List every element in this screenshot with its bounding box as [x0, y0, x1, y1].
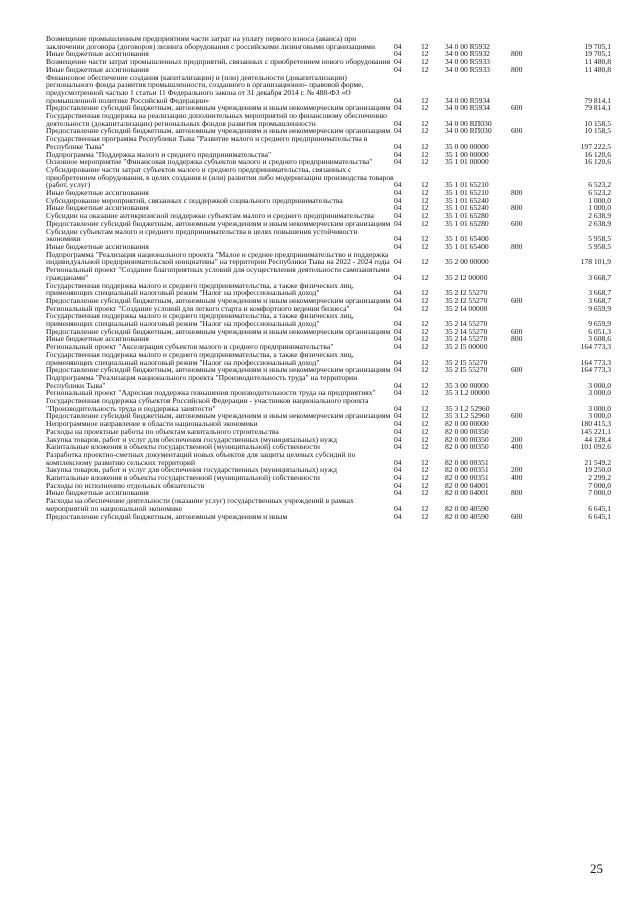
- row-name: Предоставление субсидий бюджетным, автономным учреждениям и иным некоммерческим организациям: [46, 326, 391, 336]
- row-section: 04: [394, 188, 402, 198]
- row-section: 04: [394, 403, 402, 413]
- row-target-article: 82 0 00 40590: [445, 503, 489, 513]
- row-section: 04: [394, 303, 402, 313]
- table-row: [0, 251, 611, 266]
- row-target-article: 35 3 00 00000: [445, 380, 489, 390]
- table-row: [0, 513, 611, 521]
- row-subsection: 12: [421, 218, 429, 228]
- row-expense-type: 600: [511, 411, 523, 421]
- row-expense-type: 800: [511, 64, 523, 74]
- row-name: Государственная программа Республики Тыва "Развитие малого и среднего предпринимательства в Республике Тыва": [46, 134, 368, 151]
- row-name: Иные бюджетные ассигнования: [46, 188, 149, 198]
- row-amount: 178 101,9: [580, 257, 611, 267]
- row-target-article: 35 1 01 65240: [445, 203, 489, 213]
- row-name: Возмещение промышленным предприятиям части затрат на уплату первого взноса (аванса) при заключении договора (договоров) лизинга оборудования с российскими лизинговыми организациями: [46, 34, 376, 51]
- row-name: Предоставление субсидий бюджетным, автономным учреждениям и иным некоммерческим организациям: [46, 218, 391, 228]
- table-row: [0, 397, 611, 412]
- row-name: Государственная поддержка субъектов Российской Федерации - участников национального проекта "Производительность труда и поддержка занятости": [46, 396, 369, 413]
- row-amount: 3 000,0: [588, 380, 611, 390]
- page-number: 25: [590, 861, 603, 876]
- row-subsection: 12: [421, 434, 429, 444]
- row-subsection: 12: [421, 295, 429, 305]
- row-target-article: 35 1 01 65400: [445, 241, 489, 251]
- row-amount: 19 705,1: [584, 49, 611, 59]
- row-subsection: 12: [421, 488, 429, 498]
- table-row: [0, 266, 611, 281]
- table-row: [0, 228, 611, 243]
- row-amount: 16 120,6: [584, 157, 611, 167]
- row-subsection: 12: [421, 211, 429, 221]
- row-target-article: 82 0 00 04001: [445, 480, 489, 490]
- table-row: [0, 35, 611, 50]
- row-section: 04: [394, 41, 402, 51]
- row-section: 04: [394, 180, 402, 190]
- row-name: Предоставление субсидий бюджетным, автономным учреждениям и иным некоммерческим организациям: [46, 295, 391, 305]
- row-amount: 19 705,1: [584, 41, 611, 51]
- row-subsection: 12: [421, 388, 429, 398]
- table-row: [0, 166, 611, 189]
- row-subsection: 12: [421, 419, 429, 429]
- row-name: Непрограммное направление в области национальной экономики: [46, 419, 258, 429]
- row-target-article: 82 0 00 04001: [445, 488, 489, 498]
- row-section: 04: [394, 64, 402, 74]
- row-amount: 6 523,2: [588, 188, 611, 198]
- row-subsection: 12: [421, 157, 429, 167]
- row-amount: 11 480,8: [584, 64, 611, 74]
- row-subsection: 12: [421, 241, 429, 251]
- row-amount: 9 659,9: [588, 319, 611, 329]
- row-amount: 3 668,7: [588, 295, 611, 305]
- row-section: 04: [394, 342, 402, 352]
- row-target-article: 35 1 01 00000: [445, 157, 489, 167]
- budget-table: [0, 35, 611, 520]
- row-amount: 3 608,6: [588, 334, 611, 344]
- row-subsection: 12: [421, 365, 429, 375]
- row-subsection: 12: [421, 188, 429, 198]
- table-row: [0, 451, 611, 466]
- row-expense-type: 400: [511, 473, 523, 483]
- row-target-article: 34 0 00 R5933: [445, 57, 490, 67]
- row-section: 04: [394, 426, 402, 436]
- row-expense-type: 800: [511, 488, 523, 498]
- row-name: Субсидии субъектам малого и среднего предпринимательства в целях повышения устойчивости экономики: [46, 226, 358, 244]
- row-amount: 10 158,5: [584, 118, 611, 128]
- row-name: Иные бюджетные ассигнования: [46, 334, 149, 344]
- row-section: 04: [394, 365, 402, 375]
- row-subsection: 12: [421, 319, 429, 329]
- row-expense-type: 200: [511, 434, 523, 444]
- row-target-article: 35 0 00 00000: [445, 141, 489, 151]
- row-amount: 1 000,0: [588, 195, 611, 205]
- row-subsection: 12: [421, 203, 429, 213]
- row-target-article: 82 0 00 00350: [445, 434, 489, 444]
- row-name: Подпрограмма "Реализация национального проекта "Малое и среднее предпринимательство и поддержка индивидуальной предпринимательской инициативы" на территории Республики Тыва на 2022 - 2024 годы: [46, 249, 390, 267]
- row-amount: 164 773,3: [580, 357, 611, 367]
- row-section: 04: [394, 157, 402, 167]
- row-name: Расходы по исполнению отдельных обязательств: [46, 480, 205, 490]
- row-subsection: 12: [421, 234, 429, 244]
- row-name: Региональный проект "Адресная поддержка повышения производительности труда на предприятиях": [46, 388, 376, 398]
- row-amount: 6 523,2: [588, 180, 611, 190]
- row-section: 04: [394, 457, 402, 467]
- row-name: Государственная поддержка на реализацию дополнительных мероприятий по финансовому обеспечению деятельности (докапитализации) региональных фондов развития промышленности: [46, 111, 387, 128]
- row-section: 04: [394, 442, 402, 452]
- row-subsection: 12: [421, 272, 429, 282]
- table-row: [0, 74, 611, 105]
- row-subsection: 12: [421, 342, 429, 352]
- row-subsection: 12: [421, 49, 429, 59]
- row-target-article: 35 1 01 65280: [445, 211, 489, 221]
- table-row: [0, 351, 611, 366]
- row-subsection: 12: [421, 195, 429, 205]
- row-target-article: 35 2 I5 00000: [445, 342, 488, 352]
- row-amount: 6 051,3: [588, 326, 611, 336]
- row-amount: 2 638,9: [588, 211, 611, 221]
- row-section: 04: [394, 288, 402, 298]
- row-subsection: 12: [421, 411, 429, 421]
- row-amount: 3 000,0: [588, 411, 611, 421]
- row-subsection: 12: [421, 303, 429, 313]
- row-name: Предоставление субсидий бюджетным, автономным учреждениям и иным некоммерческим организациям: [46, 365, 391, 375]
- row-subsection: 12: [421, 326, 429, 336]
- row-subsection: 12: [421, 426, 429, 436]
- row-amount: 79 814,1: [584, 103, 611, 113]
- row-expense-type: 400: [511, 442, 523, 452]
- row-subsection: 12: [421, 357, 429, 367]
- row-target-article: 35 2 I2 55270: [445, 295, 488, 305]
- row-amount: 9 659,9: [588, 303, 611, 313]
- row-target-article: 35 3 L2 52960: [445, 411, 490, 421]
- row-section: 04: [394, 511, 402, 521]
- row-target-article: 82 0 00 00350: [445, 426, 489, 436]
- table-row: [0, 282, 611, 297]
- row-section: 04: [394, 503, 402, 513]
- row-subsection: 12: [421, 403, 429, 413]
- row-expense-type: 600: [511, 326, 523, 336]
- row-subsection: 12: [421, 57, 429, 67]
- row-amount: 180 415,3: [580, 419, 611, 429]
- row-expense-type: 600: [511, 295, 523, 305]
- row-name: Капитальные вложения в объекты государственной (муниципальной) собственности: [46, 442, 320, 452]
- row-subsection: 12: [421, 141, 429, 151]
- row-target-article: 82 0 00 00000: [445, 419, 489, 429]
- row-name: Государственная поддержка малого и среднего предпринимательства, а также физических лиц, применяющих специальный налоговый режим "Налог на профессиональный доход": [46, 311, 354, 329]
- row-target-article: 35 1 01 65240: [445, 195, 489, 205]
- row-name: Подпрограмма "Поддержка малого и среднего предпринимательства": [46, 149, 272, 159]
- row-section: 04: [394, 141, 402, 151]
- row-name: Предоставление субсидий бюджетным, автономным учреждениям и иным некоммерческим организациям: [46, 126, 391, 136]
- row-name: Государственная поддержка малого и среднего предпринимательства, а также физических лиц, применяющих специальный налоговый режим "Налог на профессиональный доход": [46, 280, 354, 298]
- row-amount: 6 645,1: [588, 511, 611, 521]
- row-name: Иные бюджетные ассигнования: [46, 64, 149, 74]
- row-target-article: 34 0 00 R5934: [445, 103, 490, 113]
- row-expense-type: 600: [511, 511, 523, 521]
- row-section: 04: [394, 380, 402, 390]
- row-subsection: 12: [421, 442, 429, 452]
- row-target-article: 35 3 L2 52960: [445, 403, 490, 413]
- table-row: [0, 374, 611, 389]
- row-name: Иные бюджетные ассигнования: [46, 488, 149, 498]
- row-subsection: 12: [421, 64, 429, 74]
- row-amount: 101 092,6: [580, 442, 611, 452]
- row-section: 04: [394, 334, 402, 344]
- row-name: Региональный проект "Акселерация субъектов малого и среднего предпринимательства": [46, 342, 334, 352]
- row-section: 04: [394, 326, 402, 336]
- row-subsection: 12: [421, 95, 429, 105]
- row-expense-type: 800: [511, 49, 523, 59]
- row-section: 04: [394, 357, 402, 367]
- row-target-article: 82 0 00 00351: [445, 457, 489, 467]
- row-amount: 19 250,0: [584, 465, 611, 475]
- row-subsection: 12: [421, 180, 429, 190]
- row-target-article: 34 0 00 R5932: [445, 49, 490, 59]
- row-name: Расходы на проектные работы по объектам капитального строительства: [46, 426, 279, 436]
- row-name: Субсидирование мероприятий, связанных с поддержкой социального предпринимательства: [46, 195, 343, 205]
- row-section: 04: [394, 434, 402, 444]
- row-section: 04: [394, 203, 402, 213]
- row-amount: 21 549,2: [584, 457, 611, 467]
- row-target-article: 34 0 00 R5934: [445, 95, 490, 105]
- row-name: Разработка проектно-сметных документаций новых объектов для защиты целевых субсидий по комплексному развитию сельских территорий: [46, 449, 356, 467]
- row-name: Предоставление субсидий бюджетным, автономным учреждениям и иным некоммерческим организациям: [46, 411, 391, 421]
- row-subsection: 12: [421, 118, 429, 128]
- row-name: Основное мероприятие "Финансовая поддержка субъектов малого и среднего предпринимательства": [46, 157, 373, 167]
- row-section: 04: [394, 95, 402, 105]
- row-target-article: 82 0 00 40590: [445, 511, 489, 521]
- row-name: Иные бюджетные ассигнования: [46, 203, 149, 213]
- row-subsection: 12: [421, 380, 429, 390]
- row-name: Предоставление субсидий бюджетным, автономным учреждениям и иным некоммерческим организациям: [46, 103, 391, 113]
- row-subsection: 12: [421, 334, 429, 344]
- row-section: 04: [394, 234, 402, 244]
- row-subsection: 12: [421, 257, 429, 267]
- row-target-article: 35 2 I5 55270: [445, 357, 488, 367]
- row-section: 04: [394, 57, 402, 67]
- row-name: Иные бюджетные ассигнования: [46, 49, 149, 59]
- row-amount: 6 645,1: [588, 503, 611, 513]
- row-subsection: 12: [421, 503, 429, 513]
- row-amount: 16 120,6: [584, 149, 611, 159]
- row-name: Иные бюджетные ассигнования: [46, 241, 149, 251]
- row-expense-type: 600: [511, 126, 523, 136]
- row-name: Расходы на обеспечение деятельности (оказание услуг) государственных учреждений в рамках мероприятий по национальной экономике: [46, 496, 354, 513]
- row-subsection: 12: [421, 103, 429, 113]
- row-amount: 3 668,7: [588, 288, 611, 298]
- row-section: 04: [394, 295, 402, 305]
- row-section: 04: [394, 319, 402, 329]
- row-subsection: 12: [421, 149, 429, 159]
- row-subsection: 12: [421, 41, 429, 51]
- row-amount: 5 958,5: [588, 234, 611, 244]
- row-section: 04: [394, 241, 402, 251]
- row-name: Финансовое обеспечение создания (капитализации) и (или) деятельности (докапитализации) регионального фонда развития промышленности, созданного в организационно- правовой форме, предусмотренной частью 1 статьи 11 Федерального закона от 31 декабря 2014 г. № 488-ФЗ «О промышленной политике Российской Федерации»: [46, 72, 364, 105]
- row-name: Региональный проект "Создание условий для легкого старта и комфортного ведения бизнеса": [46, 303, 350, 313]
- row-target-article: 35 1 01 65280: [445, 218, 489, 228]
- row-section: 04: [394, 103, 402, 113]
- row-subsection: 12: [421, 473, 429, 483]
- row-amount: 44 128,4: [584, 434, 611, 444]
- row-target-article: 35 1 01 65210: [445, 188, 489, 198]
- row-section: 04: [394, 195, 402, 205]
- row-target-article: 34 0 00 RП030: [445, 126, 492, 136]
- row-target-article: 34 0 00 RП030: [445, 118, 492, 128]
- row-amount: 5 958,5: [588, 241, 611, 251]
- row-name: Государственная поддержка малого и среднего предпринимательства, а также физических лиц, применяющих специальный налоговый режим "Налог на профессиональный доход": [46, 349, 354, 367]
- row-subsection: 12: [421, 288, 429, 298]
- row-amount: 11 480,8: [584, 57, 611, 67]
- row-amount: 7 000,0: [588, 480, 611, 490]
- row-target-article: 82 0 00 00351: [445, 473, 489, 483]
- table-row: [0, 312, 611, 327]
- row-section: 04: [394, 118, 402, 128]
- row-amount: 145 221,1: [580, 426, 611, 436]
- row-amount: 164 773,3: [580, 365, 611, 375]
- row-section: 04: [394, 411, 402, 421]
- row-name: Региональный проект "Создание благоприятных условий для осуществления деятельности самозанятыми гражданами": [46, 265, 390, 282]
- row-target-article: 35 1 01 65210: [445, 180, 489, 190]
- table-row: [0, 112, 611, 127]
- row-target-article: 35 2 00 00000: [445, 257, 489, 267]
- row-subsection: 12: [421, 126, 429, 136]
- row-target-article: 82 0 00 00350: [445, 442, 489, 452]
- row-section: 04: [394, 465, 402, 475]
- row-amount: 79 814,1: [584, 95, 611, 105]
- row-target-article: 35 1 01 65400: [445, 234, 489, 244]
- row-target-article: 35 2 I4 55270: [445, 334, 488, 344]
- row-expense-type: 600: [511, 103, 523, 113]
- row-section: 04: [394, 149, 402, 159]
- row-target-article: 35 2 I4 55270: [445, 326, 488, 336]
- row-section: 04: [394, 473, 402, 483]
- row-target-article: 35 2 I4 55270: [445, 319, 488, 329]
- row-subsection: 12: [421, 457, 429, 467]
- row-expense-type: 800: [511, 203, 523, 213]
- row-amount: 1 000,0: [588, 203, 611, 213]
- row-subsection: 12: [421, 480, 429, 490]
- row-subsection: 12: [421, 465, 429, 475]
- row-target-article: 34 0 00 R5932: [445, 41, 490, 51]
- row-expense-type: 800: [511, 241, 523, 251]
- row-amount: 3 000,0: [588, 388, 611, 398]
- row-amount: 10 158,5: [584, 126, 611, 136]
- row-amount: 2 638,9: [588, 218, 611, 228]
- table-row: [0, 135, 611, 150]
- row-section: 04: [394, 257, 402, 267]
- row-target-article: 34 0 00 R5933: [445, 64, 490, 74]
- row-target-article: 35 1 00 00000: [445, 149, 489, 159]
- row-expense-type: 800: [511, 188, 523, 198]
- row-section: 04: [394, 480, 402, 490]
- row-section: 04: [394, 419, 402, 429]
- row-section: 04: [394, 488, 402, 498]
- row-expense-type: 200: [511, 465, 523, 475]
- table-row: [0, 497, 611, 512]
- row-amount: 3 000,0: [588, 403, 611, 413]
- row-section: 04: [394, 218, 402, 228]
- row-amount: 2 299,2: [588, 473, 611, 483]
- row-name: Капитальные вложения в объекты государственной (муниципальной) собственности: [46, 473, 320, 483]
- row-target-article: 35 2 I2 55270: [445, 288, 488, 298]
- row-name: Закупка товаров, работ и услуг для обеспечения государственных (муниципальных) нужд: [46, 465, 337, 475]
- row-amount: 3 668,7: [588, 272, 611, 282]
- row-section: 04: [394, 388, 402, 398]
- row-target-article: 35 2 I5 55270: [445, 365, 488, 375]
- row-expense-type: 600: [511, 218, 523, 228]
- row-section: 04: [394, 272, 402, 282]
- row-section: 04: [394, 126, 402, 136]
- row-name: Подпрограмма "Реализация национального проекта "Производительность труда" на территории Республики Тыва": [46, 372, 358, 390]
- row-target-article: 35 2 I2 00000: [445, 272, 488, 282]
- row-target-article: 82 0 00 00351: [445, 465, 489, 475]
- row-name: Возмещение части затрат промышленных предприятий, связанных с приобретением нового оборудования: [46, 57, 391, 67]
- row-expense-type: 600: [511, 365, 523, 375]
- row-subsection: 12: [421, 511, 429, 521]
- row-section: 04: [394, 49, 402, 59]
- row-name: Субсидирование части затрат субъектов малого и среднего предпринимательства, связанных с приобретением оборудования, в целях создания и (или) развития либо модернизации производства товаров (работ, услуг): [46, 164, 394, 190]
- row-expense-type: 800: [511, 334, 523, 344]
- row-name: Предоставление субсидий бюджетным, автономным учреждениям и иным: [46, 511, 288, 521]
- row-amount: 164 773,3: [580, 342, 611, 352]
- row-target-article: 35 3 L2 00000: [445, 388, 490, 398]
- row-name: Закупка товаров, работ и услуг для обеспечения государственных (муниципальных) нужд: [46, 434, 337, 444]
- row-amount: 197 222,5: [580, 141, 611, 151]
- row-amount: 7 000,0: [588, 488, 611, 498]
- row-name: Субсидии на оказание антикризисной поддержки субъектам малого и среднего предпринимательства: [46, 211, 374, 221]
- row-section: 04: [394, 211, 402, 221]
- row-target-article: 35 2 I4 00000: [445, 303, 488, 313]
